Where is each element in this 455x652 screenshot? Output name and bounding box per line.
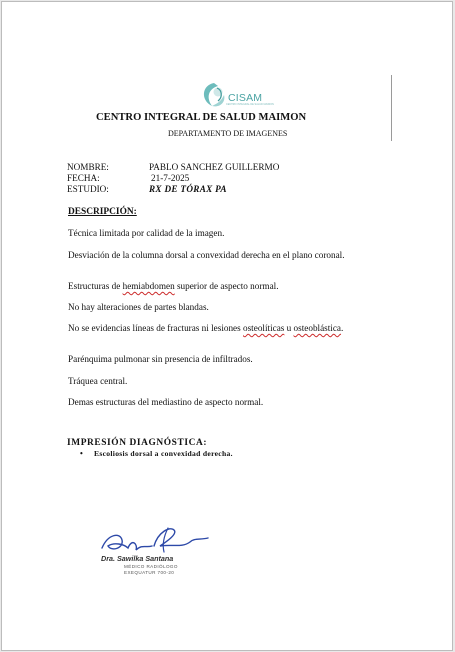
- department-subtitle: DEPARTAMENTO DE IMAGENES: [168, 129, 288, 138]
- study-label: ESTUDIO:: [67, 184, 109, 194]
- doctor-role: MÉDICO RADIÓLOGO: [124, 564, 178, 569]
- margin-guide: [391, 75, 392, 141]
- finding-trachea: Tráquea central.: [68, 376, 128, 386]
- finding-soft-tissue: No hay alteraciones de partes blandas.: [68, 302, 209, 312]
- clinic-title: CENTRO INTEGRAL DE SALUD MAIMON: [96, 112, 307, 123]
- bullet-icon: •: [80, 449, 83, 458]
- doctor-exequatur: EXEQUATUR 700-20: [124, 570, 175, 575]
- logo-text: CISAM: [228, 92, 263, 104]
- finding-abdomen: Estructuras de hemiabdomen superior de aspecto normal.: [68, 281, 279, 291]
- impression-heading: IMPRESIÓN DIAGNÓSTICA:: [67, 438, 208, 448]
- name-value: PABLO SANCHEZ GUILLERMO: [149, 162, 280, 172]
- description-heading: DESCRIPCIÓN:: [68, 207, 137, 217]
- finding-technique: Técnica limitada por calidad de la imagen.: [68, 228, 225, 238]
- finding-fractures: No se evidencias líneas de fracturas ni lesiones osteolíticas u osteoblástica.: [68, 323, 344, 333]
- finding-spine: Desviación de la columna dorsal a convexidad derecha en el plano coronal.: [68, 250, 345, 260]
- spellcheck-flag: osteolíticas: [243, 323, 285, 333]
- spellcheck-flag: osteoblástica: [293, 323, 342, 333]
- doctor-name: Dra. Sawilka Santana: [101, 554, 174, 563]
- study-value: RX DE TÓRAX PA: [149, 184, 227, 194]
- handwritten-signature-icon: [98, 522, 218, 556]
- finding-lung: Parénquima pulmonar sin presencia de infiltrados.: [68, 354, 253, 364]
- finding-mediastinum: Demas estructuras del mediastino de aspecto normal.: [68, 397, 264, 407]
- document-page: [1, 1, 453, 651]
- date-value: 21-7-2025: [151, 173, 190, 183]
- logo-subtext: CENTRO INTEGRAL DE SALUD MAIMON: [226, 103, 274, 106]
- date-label: FECHA:: [67, 173, 100, 183]
- name-label: NOMBRE:: [67, 162, 109, 172]
- spellcheck-flag: hemiabdomen: [122, 281, 175, 291]
- impression-item: Escoliosis dorsal a convexidad derecha.: [94, 449, 233, 458]
